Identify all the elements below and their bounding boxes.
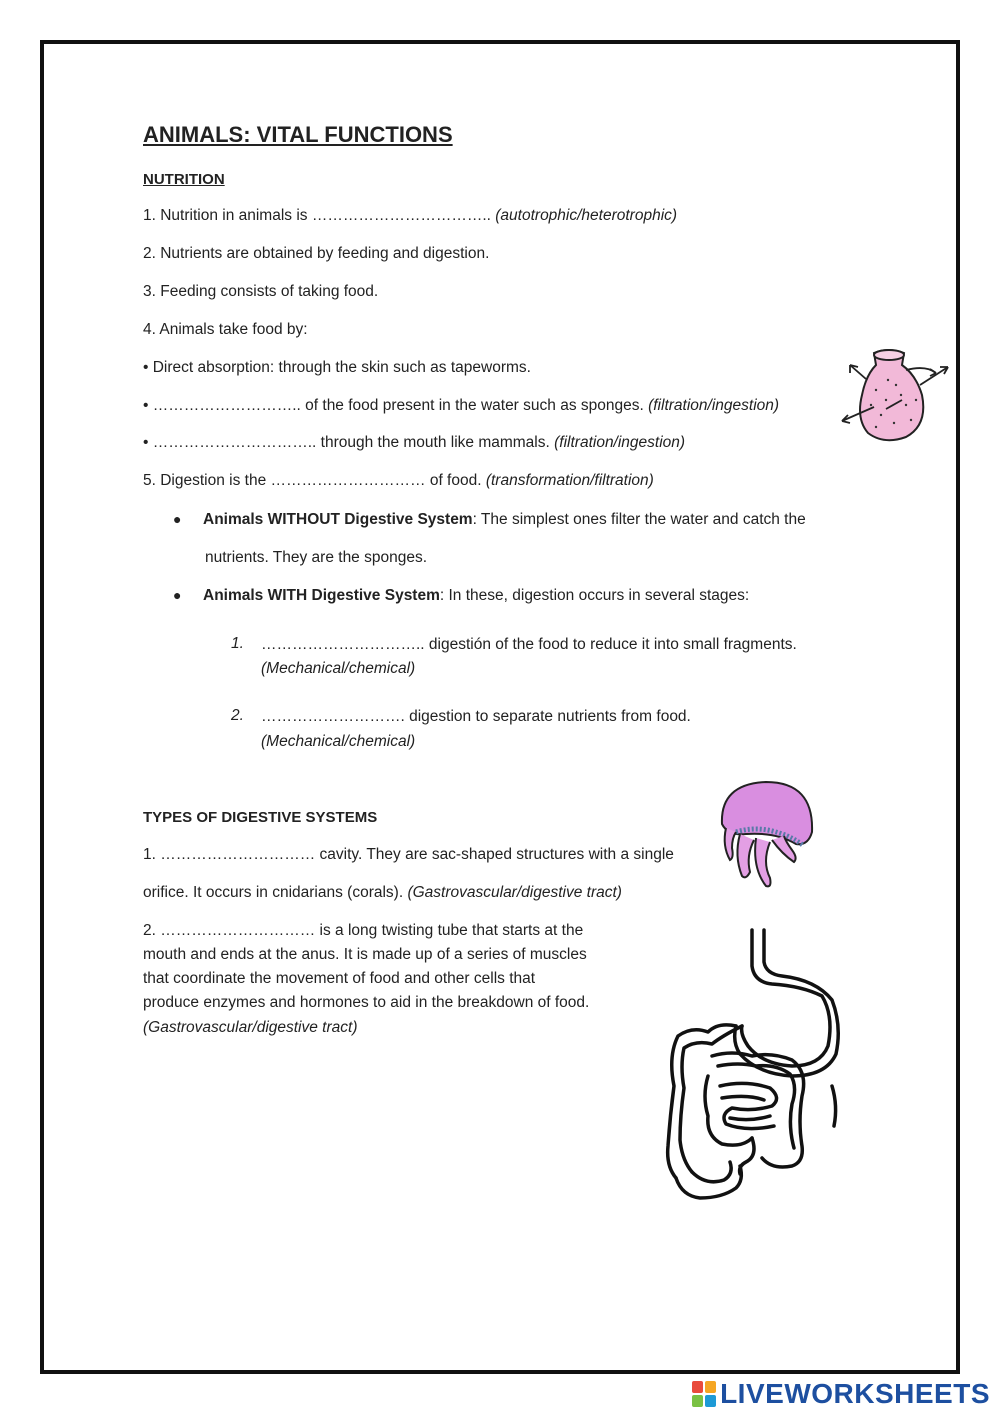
type-1-line-2 [143, 883, 622, 903]
question-1 [143, 206, 677, 226]
liveworksheets-logo [692, 1378, 990, 1410]
stage-1-hint [261, 659, 415, 679]
without-digestive-system [203, 510, 806, 530]
page-title: ANIMALS: VITAL FUNCTIONS [143, 122, 453, 147]
bullet-dot: ● [173, 587, 182, 603]
question-4: 4. Animals take food by: [143, 321, 308, 338]
with-digestive-system-text: : In these, digestion occurs in several stages: [439, 587, 750, 604]
type-2-hint [143, 1018, 358, 1038]
stage-2-hint [261, 732, 415, 752]
stage-1-hint-text: (Mechanical/chemical) [261, 660, 416, 677]
stage-2-hint-text: (Mechanical/chemical) [261, 733, 416, 750]
type-1-line-1: 1. ………………………… cavity. They are sac-shaped structures with a single [143, 846, 674, 863]
type-2-line-1: 2. ………………………… is a long twisting tube that starts at the [143, 922, 584, 939]
type-2-line-4: produce enzymes and hormones to aid in the breakdown of food. [143, 994, 590, 1011]
bullet-ingestion-text: • ………………………….. through the mouth like mammals. [143, 434, 555, 451]
type-2-hint-text: (Gastrovascular/digestive tract) [143, 1019, 358, 1036]
bullet-dot: ● [173, 511, 182, 527]
sponge-illustration [836, 345, 956, 445]
type-2-line-2: mouth and ends at the anus. It is made up of a series of muscles [143, 946, 587, 963]
with-digestive-system-label: Animals WITH Digestive System [203, 587, 440, 604]
type-2-line-3: that coordinate the movement of food and other cells that [143, 970, 536, 987]
without-digestive-system-text: : The simplest ones filter the water and catch the [472, 511, 806, 528]
logo-badge-icon [692, 1381, 716, 1407]
stage-1-number: 1. [231, 635, 244, 652]
question-1-text: 1. Nutrition in animals is …………………………….. [143, 207, 496, 224]
types-heading: TYPES OF DIGESTIVE SYSTEMS [143, 809, 378, 826]
bullet-filtration-text: • ……………………….. of the food present in the water such as sponges. [143, 397, 649, 414]
jellyfish-illustration [716, 776, 818, 891]
question-1-hint: (autotrophic/heterotrophic) [495, 207, 678, 224]
question-5-hint: (transformation/filtration) [485, 472, 654, 489]
type-1-hint: (Gastrovascular/digestive tract) [407, 884, 622, 901]
type-1-line-2-text: orifice. It occurs in cnidarians (corals). [143, 884, 408, 901]
question-5 [143, 471, 654, 491]
bullet-ingestion-hint: (filtration/ingestion) [554, 434, 686, 451]
bullet-filtration [143, 396, 779, 416]
nutrition-heading: NUTRITION [143, 171, 225, 188]
stage-1-text: ………………………….. digestión of the food to reduce it into small fragments. [261, 636, 797, 653]
stage-2-number: 2. [231, 707, 244, 724]
bullet-direct-absorption: • Direct absorption: through the skin such as tapeworms. [143, 359, 531, 376]
logo-text: LIVEWORKSHEETS [720, 1378, 990, 1409]
without-digestive-system-cont: nutrients. They are the sponges. [205, 549, 428, 566]
question-3: 3. Feeding consists of taking food. [143, 283, 379, 300]
without-digestive-system-label: Animals WITHOUT Digestive System [203, 511, 473, 528]
digestive-tract-illustration [652, 926, 844, 1206]
bullet-filtration-hint: (filtration/ingestion) [648, 397, 780, 414]
question-2: 2. Nutrients are obtained by feeding and digestion. [143, 245, 490, 262]
with-digestive-system [203, 586, 749, 606]
question-5-text: 5. Digestion is the ………………………… of food. [143, 472, 486, 489]
bullet-ingestion [143, 433, 685, 453]
stage-2-text: ………………………. digestion to separate nutrients from food. [261, 708, 691, 725]
